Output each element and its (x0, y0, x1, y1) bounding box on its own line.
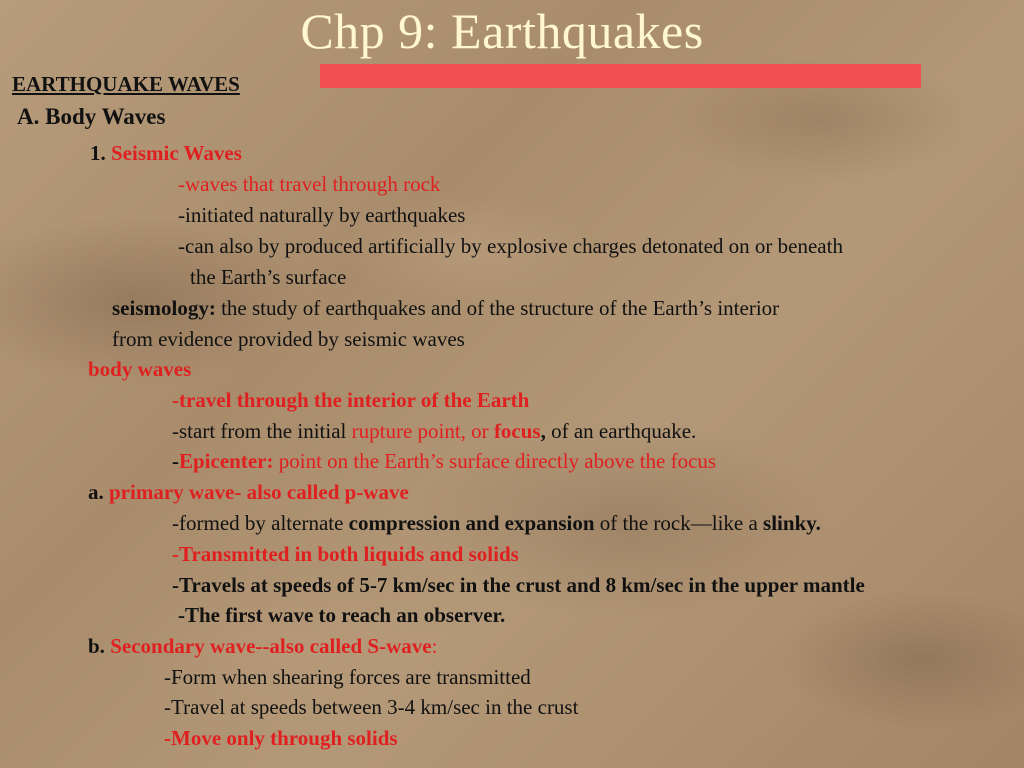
epicenter-term: Epicenter: (179, 449, 274, 473)
text-line: the Earth’s surface (190, 265, 347, 289)
primary-wave-heading (88, 479, 409, 505)
text-span: compression and expansion (348, 511, 595, 535)
seismology-term: seismology: (112, 296, 216, 320)
text-line: -initiated naturally by earthquakes (178, 203, 466, 227)
text-line: -can also by produced artificially by explosive charges detonated on or beneath (178, 234, 843, 258)
item-number: 1. (90, 141, 111, 165)
text-line: -Form when shearing forces are transmitted (164, 665, 531, 689)
accent-bar (320, 64, 921, 88)
body-waves-heading: body waves (88, 357, 192, 381)
slide-title: Chp 9: Earthquakes (300, 3, 704, 59)
text-span: of the rock—like a (594, 511, 764, 535)
slinky-line (172, 510, 821, 536)
seismology-text: the study of earthquakes and of the structure of the Earth’s interior (221, 296, 780, 320)
text-span: slinky. (763, 511, 821, 535)
text-line: -travel through the interior of the Earth (172, 388, 530, 412)
text-line: -Travels at speeds of 5-7 km/sec in the crust and 8 km/sec in the upper mantle (172, 573, 865, 597)
text-span: rupture point, or (351, 419, 494, 443)
text-line: -Travel at speeds between 3-4 km/sec in the crust (164, 695, 579, 719)
text-line: -The first wave to reach an observer. (178, 603, 506, 627)
text-line: -Move only through solids (164, 726, 398, 750)
text-span: -start from the initial (172, 419, 352, 443)
focus-line (172, 418, 696, 444)
text-line: -Transmitted in both liquids and solids (172, 542, 519, 566)
text-span: : (431, 634, 438, 658)
text-line: from evidence provided by seismic waves (112, 327, 465, 351)
text-line: -waves that travel through rock (178, 172, 441, 196)
text-span: , (540, 419, 546, 443)
item-letter: a. (88, 480, 109, 504)
subheading: A. Body Waves (17, 104, 166, 129)
text-span: of an earthquake. (545, 419, 697, 443)
item-letter: b. (88, 634, 111, 658)
text-span: -formed by alternate (172, 511, 349, 535)
focus-term: focus (493, 419, 541, 443)
text-span: point on the Earth’s surface directly above the focus (273, 449, 717, 473)
item-seismic-waves-label: Seismic Waves (111, 141, 242, 165)
secondary-wave-label: Secondary wave--also called S-wave (110, 634, 432, 658)
seismology-definition (112, 295, 779, 321)
text-span: - (172, 449, 179, 473)
secondary-wave-heading (88, 633, 437, 659)
epicenter-line (172, 448, 716, 474)
primary-wave-label: primary wave- also called p-wave (109, 480, 409, 504)
section-heading: EARTHQUAKE WAVES (12, 72, 240, 96)
item-seismic-waves (90, 140, 242, 166)
